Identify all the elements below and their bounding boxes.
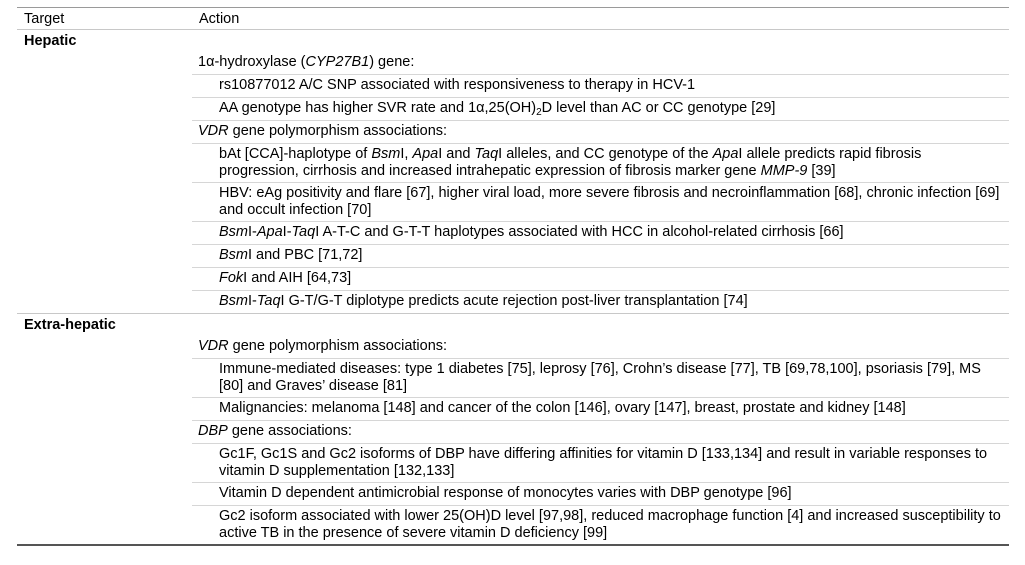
vdr-extra-heading: VDR gene polymorphism associations:	[198, 338, 448, 354]
section-hepatic: Hepatic	[24, 33, 77, 49]
table-row: Malignancies: melanoma [148] and cancer of the colon [146], ovary [147], breast, prostate and kidney [148]	[192, 397, 1009, 420]
table-row: FokI and AIH [64,73]	[192, 267, 1009, 290]
table-row: HBV: eAg positivity and flare [67], higher viral load, more severe fibrosis and necroinflammation [68], chronic infection [69] and occult infection [70]	[192, 182, 1009, 221]
table-row: Vitamin D dependent antimicrobial response of monocytes varies with DBP genotype [96]	[192, 482, 1009, 505]
table-row: BsmI and PBC [71,72]	[192, 244, 1009, 267]
bottom-rule	[17, 544, 1009, 546]
table-row: Gc2 isoform associated with lower 25(OH)D level [97,98], reduced macrophage function [4] and increased susceptibility to active TB in the presence of severe vitamin D deficiency [99]	[192, 505, 1009, 544]
table-row: BsmI-TaqI G-T/G-T diplotype predicts acute rejection post-liver transplantation [74]	[192, 290, 1009, 313]
table-row: BsmI-ApaI-TaqI A-T-C and G-T-T haplotypes associated with HCC in alcohol-related cirrhosis [66]	[192, 221, 1009, 244]
table-row: rs10877012 A/C SNP associated with responsiveness to therapy in HCV-1	[192, 74, 1009, 97]
header-target: Target	[24, 10, 65, 27]
table-row: Gc1F, Gc1S and Gc2 isoforms of DBP have differing affinities for vitamin D [133,134] and result in variable responses to vitamin D supplementation [132,133]	[192, 443, 1009, 482]
vdr-hepatic-heading: VDR gene polymorphism associations:	[192, 120, 1009, 143]
table-row: Immune-mediated diseases: type 1 diabetes [75], leprosy [76], Crohn’s disease [77], TB [69,78,100], psoriasis [79], MS [80] and Graves’ disease [81]	[192, 358, 1009, 397]
cyp27b1-heading: 1α-hydroxylase (CYP27B1) gene:	[198, 54, 415, 70]
table-row: AA genotype has higher SVR rate and $1\alpha,25(OH)_2D$ level than AC or CC genotype [29]	[192, 97, 1009, 120]
header-action: Action	[199, 10, 240, 27]
section-extra-hepatic: Extra-hepatic	[17, 313, 1009, 336]
dbp-heading: DBP gene associations:	[192, 420, 1009, 443]
table-header	[17, 8, 1009, 30]
table-row: bAt [CCA]-haplotype of BsmI, ApaI and TaqI alleles, and CC genotype of the ApaI allele predicts rapid fibrosis progression, cirrhosis and increased intrahepatic expression of fibrosis marker gene MMP-9 [39]	[192, 143, 1009, 182]
vitamin-d-table	[17, 7, 1009, 546]
